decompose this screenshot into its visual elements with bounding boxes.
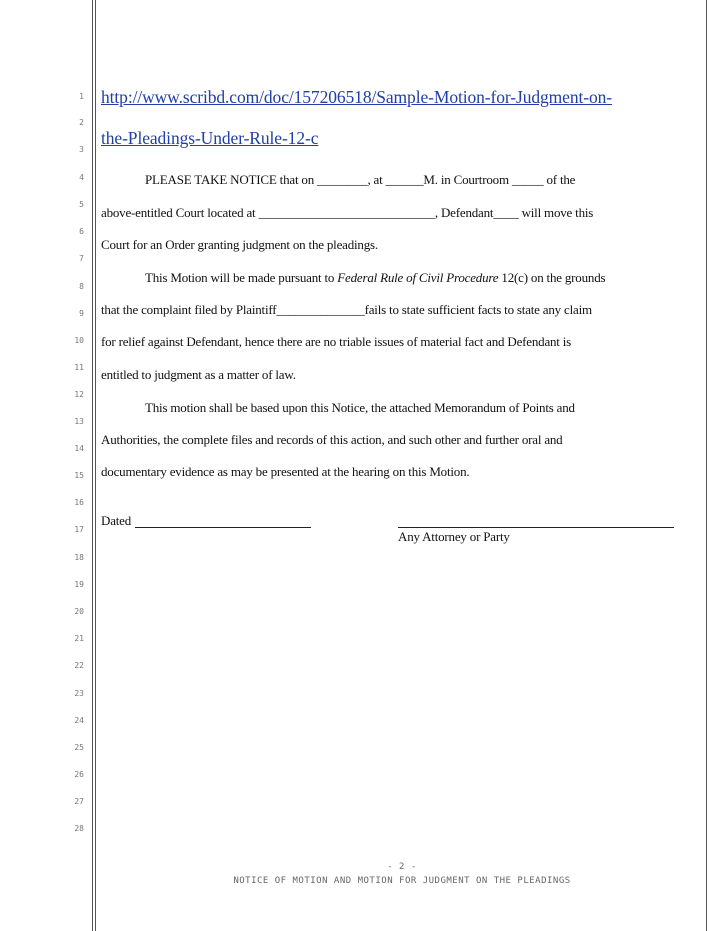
left-margin-rule-outer [92, 0, 93, 931]
dated-label: Dated [101, 513, 132, 528]
line-number: 16 [74, 498, 84, 507]
page-number: - 2 - [387, 862, 417, 872]
left-margin-rule-inner [95, 0, 96, 931]
line-number: 9 [79, 309, 84, 318]
line-number: 2 [79, 118, 84, 127]
footer-title: NOTICE OF MOTION AND MOTION FOR JUDGMENT ON THE PLEADINGS [233, 876, 571, 886]
line-number: 28 [74, 824, 84, 833]
signer-label: Any Attorney or Party [398, 529, 510, 544]
motion-paragraph-line: entitled to judgment as a matter of law. [101, 367, 296, 382]
basis-paragraph-line: documentary evidence as may be presented at the hearing on this Motion. [101, 464, 470, 479]
line-number: 12 [74, 390, 84, 399]
line-number: 13 [74, 417, 84, 426]
source-link[interactable]: http://www.scribd.com/doc/157206518/Sample-Motion-for-Judgment-on- [101, 87, 613, 107]
line-number: 1 [79, 92, 84, 101]
motion-paragraph-line: that the complaint filed by Plaintiff______________fails to state sufficient facts to state any claim [101, 302, 592, 317]
line-number: 27 [74, 797, 84, 806]
motion-text: 12(c) on the grounds [498, 270, 606, 285]
basis-paragraph-line: Authorities, the complete files and records of this action, and such other and further oral and [101, 432, 563, 447]
line-number: 21 [74, 634, 84, 643]
line-number: 17 [74, 525, 84, 534]
right-margin-rule [706, 0, 707, 931]
line-number: 10 [74, 336, 84, 345]
line-number: 15 [74, 471, 84, 480]
line-number: 4 [79, 173, 84, 182]
rule-citation: Federal Rule of Civil Procedure [337, 270, 499, 285]
line-number: 6 [79, 227, 84, 236]
line-number: 19 [74, 580, 84, 589]
signature-line [398, 527, 674, 528]
line-number: 11 [74, 363, 84, 372]
line-number: 25 [74, 743, 84, 752]
notice-paragraph-line: Court for an Order granting judgment on the pleadings. [101, 237, 378, 252]
line-number: 3 [79, 145, 84, 154]
line-number: 5 [79, 200, 84, 209]
motion-paragraph-line [145, 270, 605, 286]
line-number: 24 [74, 716, 84, 725]
line-number: 20 [74, 607, 84, 616]
line-number: 7 [79, 254, 84, 263]
line-number: 26 [74, 770, 84, 779]
line-number: 18 [74, 553, 84, 562]
notice-paragraph-line: above-entitled Court located at ____________________________, Defendant____ will move this [101, 205, 594, 220]
date-line [135, 527, 311, 528]
line-number: 22 [74, 661, 84, 670]
line-number: 14 [74, 444, 84, 453]
line-number: 23 [74, 689, 84, 698]
source-link-continued[interactable]: the-Pleadings-Under-Rule-12-c [101, 128, 319, 148]
line-number: 8 [79, 282, 84, 291]
motion-paragraph-line: for relief against Defendant, hence there are no triable issues of material fact and Defendant is [101, 334, 572, 349]
notice-paragraph-line: PLEASE TAKE NOTICE that on ________, at ______M. in Courtroom _____ of the [145, 172, 576, 187]
motion-text: This Motion will be made pursuant to [145, 270, 338, 285]
basis-paragraph-line: This motion shall be based upon this Notice, the attached Memorandum of Points and [145, 400, 575, 415]
